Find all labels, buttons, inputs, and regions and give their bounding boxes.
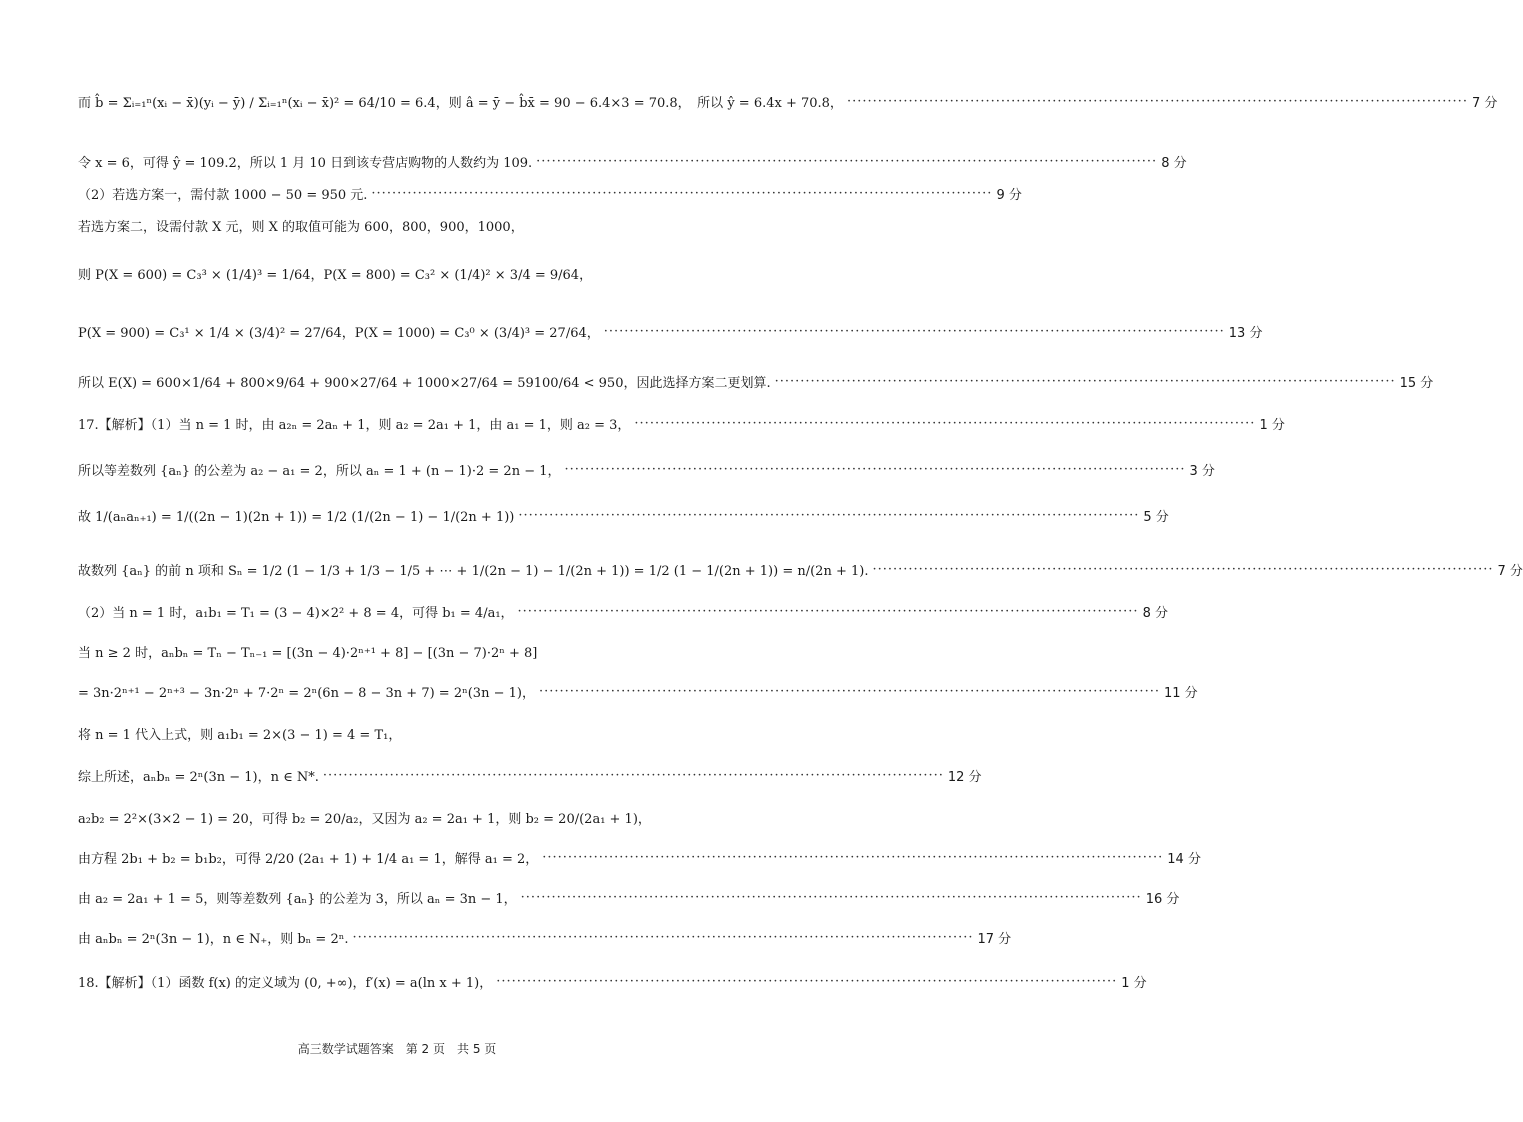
score-mark: 8 分 [1161, 156, 1187, 171]
line-text: 若选方案二，设需付款 X 元，则 X 的取值可能为 600，800，900，1000， [78, 220, 524, 235]
dot-leader [872, 562, 1493, 577]
answer-line-1 [78, 92, 1498, 111]
dot-leader [352, 930, 973, 945]
dot-leader [542, 850, 1163, 865]
answer-line-8 [78, 414, 1285, 433]
line-text: 则 P(X = 600) = C₃³ × (1/4)³ = 1/64，P(X = 800) = C₃² × (1/4)² × 3/4 = 9/64， [78, 268, 593, 283]
score-mark: 3 分 [1189, 464, 1215, 479]
line-text: P(X = 900) = C₃¹ × 1/4 × (3/4)² = 27/64，P(X = 1000) = C₃⁰ × (3/4)³ = 27/64， [78, 326, 600, 341]
dot-leader [496, 974, 1117, 989]
answer-line-2 [78, 152, 1187, 171]
line-text: a₂b₂ = 2²×(3×2 − 1) = 20，可得 b₂ = 20/a₂，又因为 a₂ = 2a₁ + 1，则 b₂ = 20/(2a₁ + 1)， [78, 812, 651, 827]
answer-line-5 [78, 264, 714, 283]
answer-line-4 [78, 216, 714, 235]
dot-leader [518, 604, 1139, 619]
answer-line-9 [78, 460, 1215, 479]
answer-line-3 [78, 184, 1022, 203]
score-mark: 15 分 [1399, 376, 1434, 391]
score-mark: 1 分 [1121, 976, 1147, 991]
line-text: 综上所述，aₙbₙ = 2ⁿ(3n − 1)，n ∈ N*. [78, 770, 319, 785]
page-footer: 高三数学试题答案 第 2 页 共 5 页 [297, 1042, 497, 1056]
answer-line-16 [78, 766, 982, 785]
score-mark: 7 分 [1471, 96, 1498, 111]
score-mark: 8 分 [1142, 606, 1168, 621]
dot-leader [539, 684, 1160, 699]
score-mark: 16 分 [1145, 892, 1180, 907]
score-mark: 1 分 [1259, 418, 1285, 433]
dot-leader [536, 154, 1157, 169]
answer-line-7 [78, 372, 1434, 391]
line-text: 所以等差数列 {aₙ} 的公差为 a₂ − a₁ = 2，所以 aₙ = 1 + (n − 1)·2 = 2n − 1， [78, 464, 561, 479]
answer-line-10 [78, 506, 1169, 525]
dot-leader [847, 94, 1468, 109]
score-mark: 5 分 [1143, 510, 1169, 525]
dot-leader [521, 890, 1142, 905]
dot-leader [775, 374, 1396, 389]
line-text: （2）若选方案一，需付款 1000 − 50 = 950 元. [78, 188, 368, 203]
line-text: 令 x = 6，可得 ŷ = 109.2，所以 1 月 10 日到该专营店购物的人数约为 109. [78, 156, 533, 171]
line-text: 由 a₂ = 2a₁ + 1 = 5，则等差数列 {aₙ} 的公差为 3，所以 aₙ = 3n − 1， [78, 892, 517, 907]
answer-line-19 [78, 888, 1180, 907]
answer-line-6 [78, 322, 1263, 341]
answer-line-15 [78, 724, 714, 743]
answer-line-20 [78, 928, 1012, 947]
score-mark: 12 分 [947, 770, 982, 785]
dot-leader [371, 186, 992, 201]
dot-leader [323, 768, 944, 783]
line-text: 17.【解析】（1）当 n = 1 时，由 a₂ₙ = 2aₙ + 1，则 a₂ = 2a₁ + 1，由 a₁ = 1，则 a₂ = 3， [78, 418, 631, 433]
answer-line-11 [78, 560, 1523, 579]
line-text: 所以 E(X) = 600×1/64 + 800×9/64 + 900×27/64 + 1000×27/64 = 59100/64 < 950，因此选择方案二更划算. [78, 376, 771, 391]
score-mark: 17 分 [977, 932, 1012, 947]
line-text: （2）当 n = 1 时，a₁b₁ = T₁ = (3 − 4)×2² + 8 = 4，可得 b₁ = 4/a₁， [78, 606, 514, 621]
answer-line-13 [78, 642, 714, 661]
answer-line-12 [78, 602, 1168, 621]
score-mark: 9 分 [996, 188, 1022, 203]
line-text: 由 aₙbₙ = 2ⁿ(3n − 1)，n ∈ N₊，则 bₙ = 2ⁿ. [78, 932, 349, 947]
answer-line-21 [78, 972, 1147, 991]
dot-leader [565, 462, 1186, 477]
line-text: 将 n = 1 代入上式，则 a₁b₁ = 2×(3 − 1) = 4 = T₁， [78, 728, 402, 743]
line-text: 当 n ≥ 2 时，aₙbₙ = Tₙ − Tₙ₋₁ = [(3n − 4)·2ⁿ⁺¹ + 8] − [(3n − 7)·2ⁿ + 8] [78, 646, 538, 661]
score-mark: 7 分 [1497, 564, 1523, 579]
line-text: = 3n·2ⁿ⁺¹ − 2ⁿ⁺³ − 3n·2ⁿ + 7·2ⁿ = 2ⁿ(6n − 8 − 3n + 7) = 2ⁿ(3n − 1)， [78, 686, 535, 701]
dot-leader [634, 416, 1255, 431]
answer-line-17 [78, 808, 714, 827]
line-text: 而 b̂ = Σᵢ₌₁ⁿ(xᵢ − x̄)(yᵢ − ȳ) / Σᵢ₌₁ⁿ(xᵢ − x̄)² = 64/10 = 6.4，则 â = ȳ − b̂x̄ = 90 − 6.4×3 = 70.8， 所以 ŷ = 6.4x + 70.8， [78, 96, 843, 111]
line-text: 故数列 {aₙ} 的前 n 项和 Sₙ = 1/2 (1 − 1/3 + 1/3 − 1/5 + ⋯ + 1/(2n − 1) − 1/(2n + 1)) = 1/2 (1 − 1/(2n + 1)) = n/(2n + 1). [78, 564, 869, 579]
dot-leader [604, 324, 1225, 339]
line-text: 故 1/(aₙaₙ₊₁) = 1/((2n − 1)(2n + 1)) = 1/2 (1/(2n − 1) − 1/(2n + 1)) [78, 510, 515, 525]
line-text: 18.【解析】（1）函数 f(x) 的定义域为 (0, +∞)，f′(x) = a(ln x + 1)， [78, 976, 493, 991]
score-mark: 14 分 [1167, 852, 1201, 867]
line-text: 由方程 2b₁ + b₂ = b₁b₂，可得 2/20 (2a₁ + 1) + 1/4 a₁ = 1，解得 a₁ = 2， [78, 852, 539, 867]
answer-line-14 [78, 682, 1198, 701]
score-mark: 13 分 [1228, 326, 1263, 341]
dot-leader [518, 508, 1139, 523]
answer-line-18 [78, 848, 1201, 867]
score-mark: 11 分 [1163, 686, 1198, 701]
